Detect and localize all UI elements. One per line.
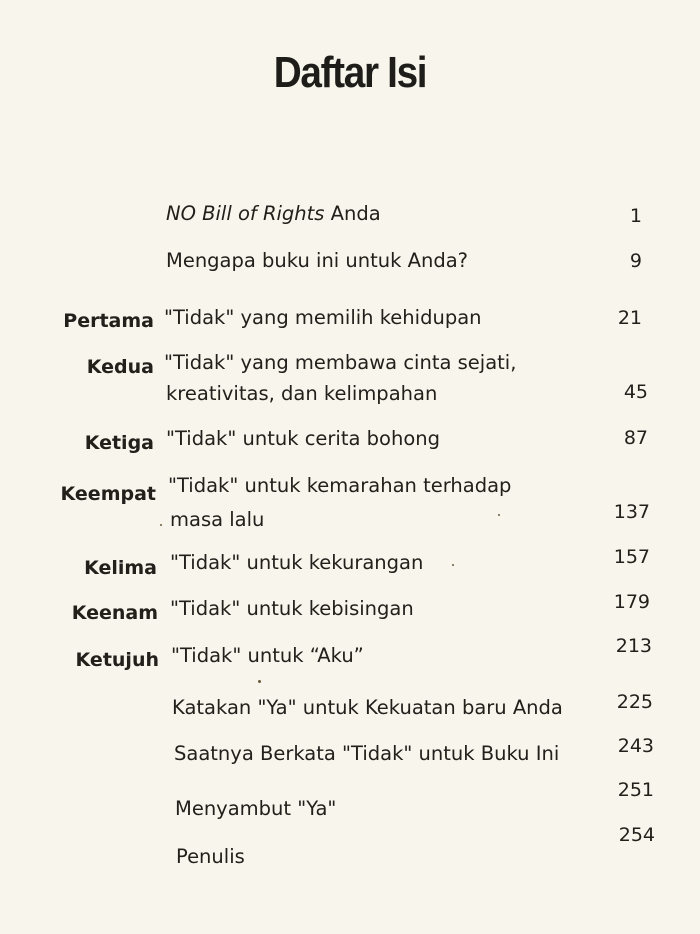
chapter-label-ketiga: Ketiga xyxy=(84,432,154,454)
chapter-label-keempat: Keempat xyxy=(60,483,156,505)
toc-entry-kedua-line1[interactable]: "Tidak" yang membawa cinta sejati, xyxy=(164,351,517,374)
toc-entry-pertama[interactable]: "Tidak" yang memilih kehidupan xyxy=(164,306,482,329)
chapter-label-keenam: Keenam xyxy=(71,602,158,624)
toc-entry-keempat-line2[interactable]: masa lalu xyxy=(170,508,265,531)
toc-entry-saatnya-berkata[interactable]: Saatnya Berkata "Tidak" untuk Buku Ini xyxy=(174,742,560,765)
toc-page-number: 243 xyxy=(617,735,654,757)
toc-entry-keempat-line1[interactable]: "Tidak" untuk kemarahan terhadap xyxy=(168,474,512,497)
toc-entry-katakan-ya[interactable]: Katakan "Ya" untuk Kekuatan baru Anda xyxy=(172,696,563,719)
toc-entry-ketujuh[interactable]: "Tidak" untuk “Aku” xyxy=(171,644,364,667)
toc-entry-kedua-line2[interactable]: kreativitas, dan kelimpahan xyxy=(166,382,438,405)
toc-page-number: 137 xyxy=(613,501,650,523)
paper-speck xyxy=(452,564,454,566)
toc-entry-kelima[interactable]: "Tidak" untuk kekurangan xyxy=(170,551,424,574)
toc-page-number: 251 xyxy=(617,779,654,801)
chapter-label-ketujuh: Ketujuh xyxy=(75,649,159,671)
toc-page-number: 179 xyxy=(613,591,650,613)
toc-page-number: 213 xyxy=(615,635,652,657)
toc-entry-bill-of-rights[interactable] xyxy=(166,199,381,229)
toc-entry-ketiga[interactable]: "Tidak" untuk cerita bohong xyxy=(166,427,440,450)
toc-entry-title-italic: NO Bill of Rights xyxy=(166,202,325,225)
toc-page-number: 157 xyxy=(613,546,650,568)
chapter-label-kelima: Kelima xyxy=(84,557,157,579)
toc-page-number: 225 xyxy=(616,691,653,713)
chapter-label-kedua: Kedua xyxy=(86,356,154,378)
paper-speck xyxy=(498,514,500,516)
toc-entry-keenam[interactable]: "Tidak" untuk kebisingan xyxy=(170,597,414,620)
paper-speck xyxy=(160,524,162,526)
toc-entry-penulis[interactable]: Penulis xyxy=(176,845,245,868)
paper-speck xyxy=(258,680,261,683)
toc-page-number: 21 xyxy=(617,307,642,329)
toc-page-number: 87 xyxy=(623,427,648,449)
toc-page-number: 45 xyxy=(623,381,648,403)
toc-page-number: 1 xyxy=(629,205,642,227)
page-title: Daftar Isi xyxy=(273,48,427,97)
toc-entry-title-rest: Anda xyxy=(324,202,381,225)
toc-page-number: 254 xyxy=(618,824,655,846)
toc-entry-menyambut-ya[interactable]: Menyambut "Ya" xyxy=(175,797,337,820)
chapter-label-pertama: Pertama xyxy=(63,310,154,332)
toc-entry-mengapa[interactable]: Mengapa buku ini untuk Anda? xyxy=(166,249,469,272)
toc-page-number: 9 xyxy=(629,250,642,272)
